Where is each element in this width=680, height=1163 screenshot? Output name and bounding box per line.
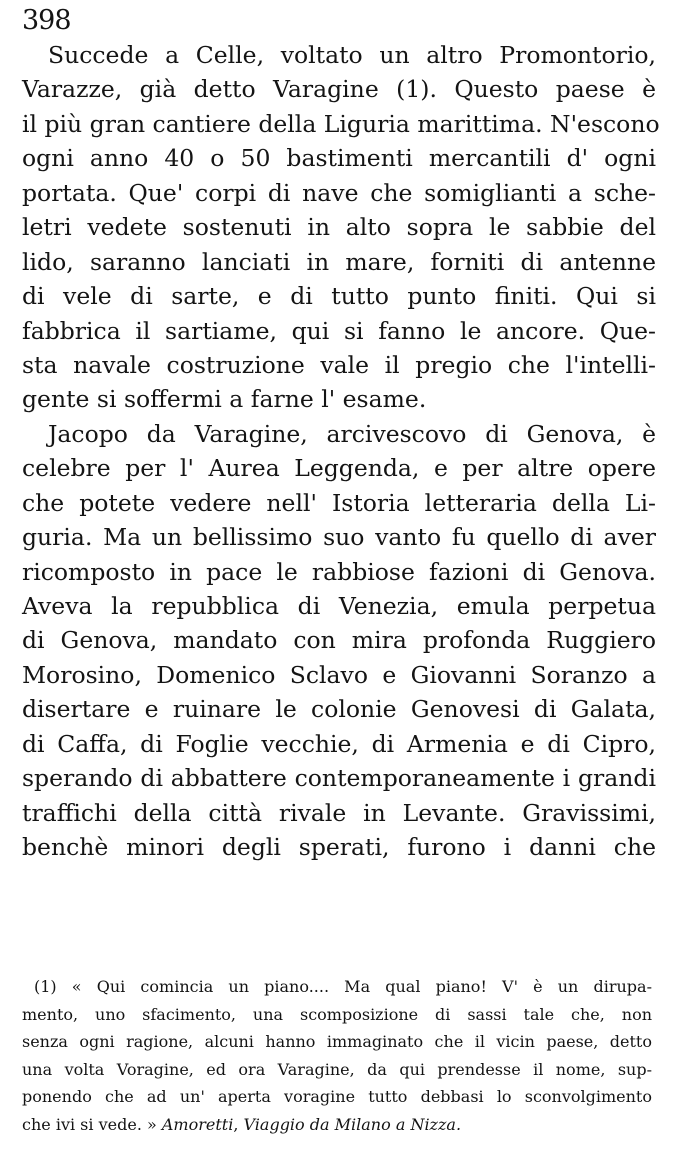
footnote-line: senza ogni ragione, alcuni hanno immaginato che il vicin paese, detto (22, 1032, 652, 1052)
page-number: 398 (22, 5, 71, 36)
footnote-line: (1) « Qui comincia un piano.... Ma qual piano! V' è un dirupa- (34, 977, 652, 996)
text-line: letri vedete sostenuti in alto sopra le sabbie del (22, 213, 656, 242)
text-line: il più gran cantiere della Liguria marittima. N'escono (22, 109, 660, 138)
text-line: lido, saranno lanciati in mare, forniti di antenne (22, 247, 656, 276)
text-line: che potete vedere nell' Istoria letteraria della Li- (22, 488, 656, 517)
text-line: fabbrica il sartiame, qui si fanno le ancore. Que- (22, 316, 656, 345)
text-line: benchè minori degli sperati, furono i danni che (22, 833, 656, 862)
text-line: portata. Que' corpi di nave che somiglianti a sche- (22, 178, 656, 207)
text-line: di Genova, mandato con mira profonda Ruggiero (22, 626, 656, 655)
body-text (22, 38, 660, 865)
text-line: ricomposto in pace le rabbiose fazioni di Genova. (22, 557, 656, 586)
paragraph-2 (22, 417, 656, 865)
paragraph-1 (22, 38, 660, 417)
text-line: Succede a Celle, voltato un altro Promontorio, (48, 41, 656, 69)
citation-title: Viaggio da Milano a Nizza. (243, 1114, 462, 1134)
citation-author: Amoretti (161, 1114, 234, 1134)
footnote-line: che ivi si vede. » (22, 1114, 157, 1134)
text-line: Varazze, già detto Varagine (1). Questo paese è (22, 75, 656, 104)
text-line: guria. Ma un bellissimo suo vanto fu quello di aver (22, 523, 656, 552)
text-line: sta navale costruzione vale il pregio che l'intelli- (22, 350, 656, 379)
text-line: di vele di sarte, e di tutto punto finiti. Qui si (22, 282, 656, 311)
footnote-line: mento, uno sfacimento, una scomposizione di sassi tale che, non (22, 1004, 652, 1024)
text-line: gente si soffermi a farne l' esame. (22, 385, 427, 414)
footnote (22, 973, 652, 1139)
text-line: disertare e ruinare le colonie Genovesi di Galata, (22, 695, 656, 724)
footnote-line: una volta Voragine, ed ora Varagine, da qui prendesse il nome, sup- (22, 1059, 652, 1079)
text-line: sperando di abbattere contemporaneamente i grandi (22, 764, 656, 793)
footnote-line: ponendo che ad un' aperta voragine tutto debbasi lo sconvolgimento (22, 1087, 652, 1107)
citation-separator: , (233, 1114, 239, 1134)
text-line: celebre per l' Aurea Leggenda, e per altre opere (22, 454, 656, 483)
text-line: Aveva la repubblica di Venezia, emula perpetua (22, 592, 656, 620)
text-line: Morosino, Domenico Sclavo e Giovanni Soranzo a (22, 660, 656, 689)
text-line: Jacopo da Varagine, arcivescovo di Genova, è (48, 419, 656, 448)
text-line: di Caffa, di Foglie vecchie, di Armenia e di Cipro, (22, 729, 656, 758)
footnote-last-line (22, 1111, 652, 1139)
text-line: traffichi della città rivale in Levante. Gravissimi, (22, 798, 656, 827)
text-line: ogni anno 40 o 50 bastimenti mercantili d' ogni (22, 144, 656, 173)
